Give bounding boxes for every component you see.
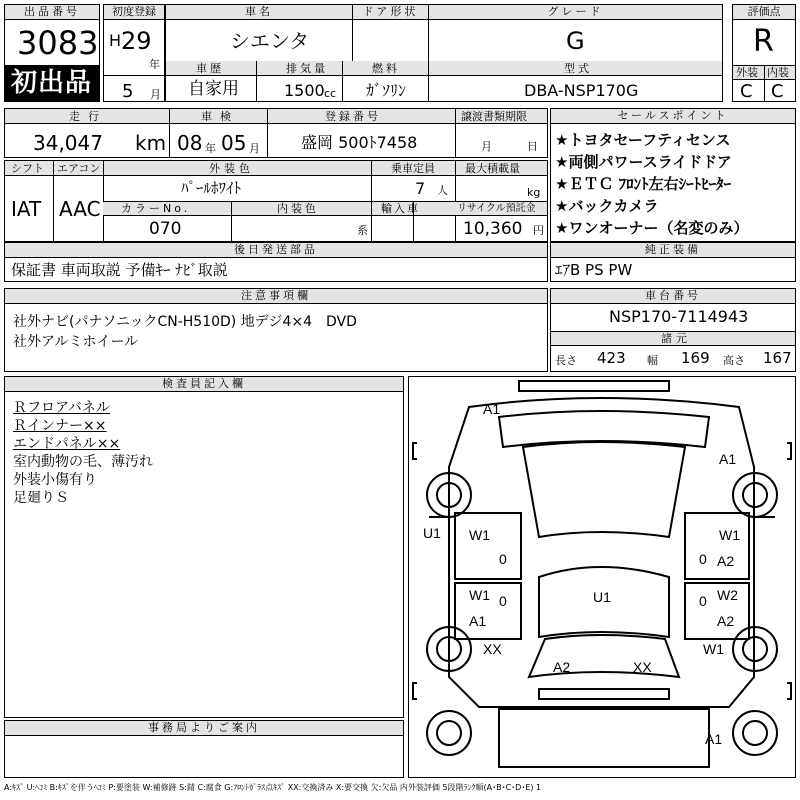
model-value: DBA-NSP170G [524,81,639,100]
mark-left-door1-b: 0 [499,551,507,567]
mark-front: A1 [483,401,501,417]
inspection-month-unit: 月 [249,142,260,155]
mark-right-rear: W1 [703,641,724,657]
chassis-box [550,288,796,372]
color-value: ﾊﾟｰﾙﾎﾜｲﾄ [181,179,242,197]
lot-label: 出品番号 [5,5,99,20]
transfer-day-unit: 日 [527,140,538,153]
lot-number: 3083 [17,24,99,62]
load-label: 最大積載量 [465,162,520,175]
height-label: 高さ [723,354,745,367]
door-label: ドア形状 [352,5,428,20]
recycle-value: 10,360 [463,219,523,239]
mark-right-front-fender: A1 [719,451,737,467]
mark-left-front: U1 [423,525,441,541]
history-value: 自家用 [188,79,239,99]
mark-left-door1-a: W1 [469,527,490,543]
mileage-box [4,108,548,158]
notes-box [4,288,548,372]
mark-right-door2-b: 0 [699,593,707,609]
mark-right-door2-a: W2 [717,587,738,603]
ac-label: エアコン [57,162,101,175]
legend: A:ｷｽﾞ U:ﾍｺﾐ B:ｷｽﾞを伴うﾍｺﾐ P:要塗装 W:補修跡 S:錆 C:腐食 G:ﾌﾛﾝﾄｶﾞﾗｽ点ｷｽﾞ XX:交換済み X:要交換 欠:欠品 内外装評価 5段階ﾗﾝｸ順(A･B･C･D･E) 1 [4,783,542,792]
equipment-box [550,242,796,282]
mark-left-door2-a: W1 [469,587,490,603]
plate-label: 登録番号 [325,110,381,123]
int-color-label: 内装色 [277,202,319,215]
first-listing-badge [5,65,99,101]
sales-point-4: ★バックカメラ [555,197,659,215]
shift-label: シフト [11,162,44,175]
fuel-label: 燃料 [372,62,400,75]
fuel-value: ｶﾞｿﾘﾝ [366,81,407,100]
load-unit: kg [527,186,541,199]
era-value: H [109,31,122,50]
width-label: 幅 [647,354,658,367]
length-value: 423 [597,349,626,367]
score-label: 評価点 [733,5,795,20]
notes-label: 注意事項欄 [5,289,547,304]
mark-right-door2-c: A2 [717,613,735,629]
height-value: 167 [763,349,792,367]
later-parts-label: 後日発送部品 [5,243,547,258]
car-info-box [165,4,723,102]
inspector-label: 検査員記入欄 [5,377,403,392]
mileage-value: 34,047 [33,131,103,155]
history-label: 車歴 [196,62,224,75]
sales-point-2: ★両側パワースライドドア [555,153,732,171]
displacement-unit: cc [324,87,337,100]
inspector-line-5: 外装小傷有り [13,472,97,488]
registration-box [103,4,165,102]
score-value: R [753,24,774,59]
chassis-value: NSP170-7114943 [609,307,749,326]
exterior-score: C [740,81,753,102]
recycle-label: リサイクル預託金 [457,203,536,214]
length-label: 長さ [555,354,577,367]
inspection-year-unit: 年 [205,142,216,155]
later-parts-box [4,242,548,282]
transfer-label: 譲渡書類期限 [461,110,527,123]
ac-value: AAC [59,197,101,221]
transfer-month-unit: 月 [481,140,492,153]
color-no-value: 070 [149,219,182,239]
import-label: 輸入車 [381,202,420,215]
int-color-unit: 系 [357,224,368,237]
interior-score: C [771,81,784,102]
mark-roof: U1 [593,589,611,605]
sales-point-1: ★トヨタセーフティセンス [555,131,731,149]
recycle-unit: 円 [533,224,544,237]
displacement-value: 1500 [284,81,325,100]
sales-points-label: セールスポイント [551,109,795,124]
office-label: 事務局よりご案内 [5,721,403,736]
chassis-label: 車台番号 [551,289,795,304]
year-value: 29 [121,27,152,55]
inspector-line-1: Ｒフロアバネル [13,400,110,416]
color-label: 外装色 [209,162,254,175]
month-unit: 月 [150,88,161,101]
capacity-unit: 人 [437,184,448,197]
car-name: シエンタ [230,29,310,53]
model-label: 型式 [564,62,592,75]
equipment-value: ｴｱB PS PW [555,261,633,279]
mark-left-rear: XX [483,641,502,657]
mileage-unit: km [135,131,167,155]
month-value: 5 [122,81,134,102]
width-value: 169 [681,349,710,367]
mark-left-door2-c: A1 [469,613,487,629]
sales-point-5: ★ワンオーナー（名変のみ） [555,219,749,237]
grade-label: グレード [428,5,722,20]
dims-label: 諸元 [661,332,691,345]
office-box [4,720,404,778]
later-parts-value: 保証書 車両取説 予備ｷｰ ﾅﾋﾞ取説 [11,261,228,279]
shift-value: IAT [11,197,42,221]
mark-right-door1-b: 0 [699,551,707,567]
mileage-label: 走行 [69,110,107,123]
sales-points-box [550,108,796,242]
score-box [732,4,796,102]
note-line-1: 社外ナビ(パナソニックCN-H510D) 地デジ4×4 DVD [13,314,357,330]
displacement-label: 排気量 [286,62,328,75]
inspector-line-2: Ｒインナー×× [13,418,107,434]
year-unit: 年 [149,58,160,71]
inspector-line-4: 室内動物の毛、薄汚れ [13,454,153,470]
capacity-value: 7 [415,179,426,198]
car-outline [409,377,795,777]
mark-right-door1-a: W1 [719,527,740,543]
plate-value: 盛岡 500ﾄ7458 [301,133,418,152]
inspection-label: 車検 [201,110,239,123]
mark-back: A1 [705,731,723,747]
inspection-month: 05 [221,131,247,155]
inspection-year: 08 [177,131,203,155]
equipment-label: 純正装備 [551,243,795,258]
spec-box [4,160,548,242]
interior-label: 内装 [767,66,789,79]
mark-right-door1-c: A2 [717,553,735,569]
mark-rear-left: A2 [553,659,571,675]
registration-label: 初度登録 [104,5,164,20]
car-name-label: 車名 [166,5,352,20]
grade-value: G [566,27,585,55]
capacity-label: 乗車定員 [391,162,435,175]
mark-left-door2-b: 0 [499,593,507,609]
mark-rear-right: XX [633,659,652,675]
exterior-label: 外装 [736,66,758,79]
first-listing-label: 初出品 [11,68,93,98]
inspector-box [4,376,404,718]
note-line-2: 社外アルミホイール [13,334,139,350]
car-diagram [408,376,796,778]
inspector-line-6: 足廻りＳ [13,490,69,506]
sales-point-3: ★ＥＴＣ ﾌﾛﾝﾄ左右ｼｰﾄﾋｰﾀｰ [555,175,732,193]
lot-box [4,4,100,102]
inspector-line-3: エンドパネル×× [13,436,121,452]
color-no-label: カラーNo. [121,202,191,215]
